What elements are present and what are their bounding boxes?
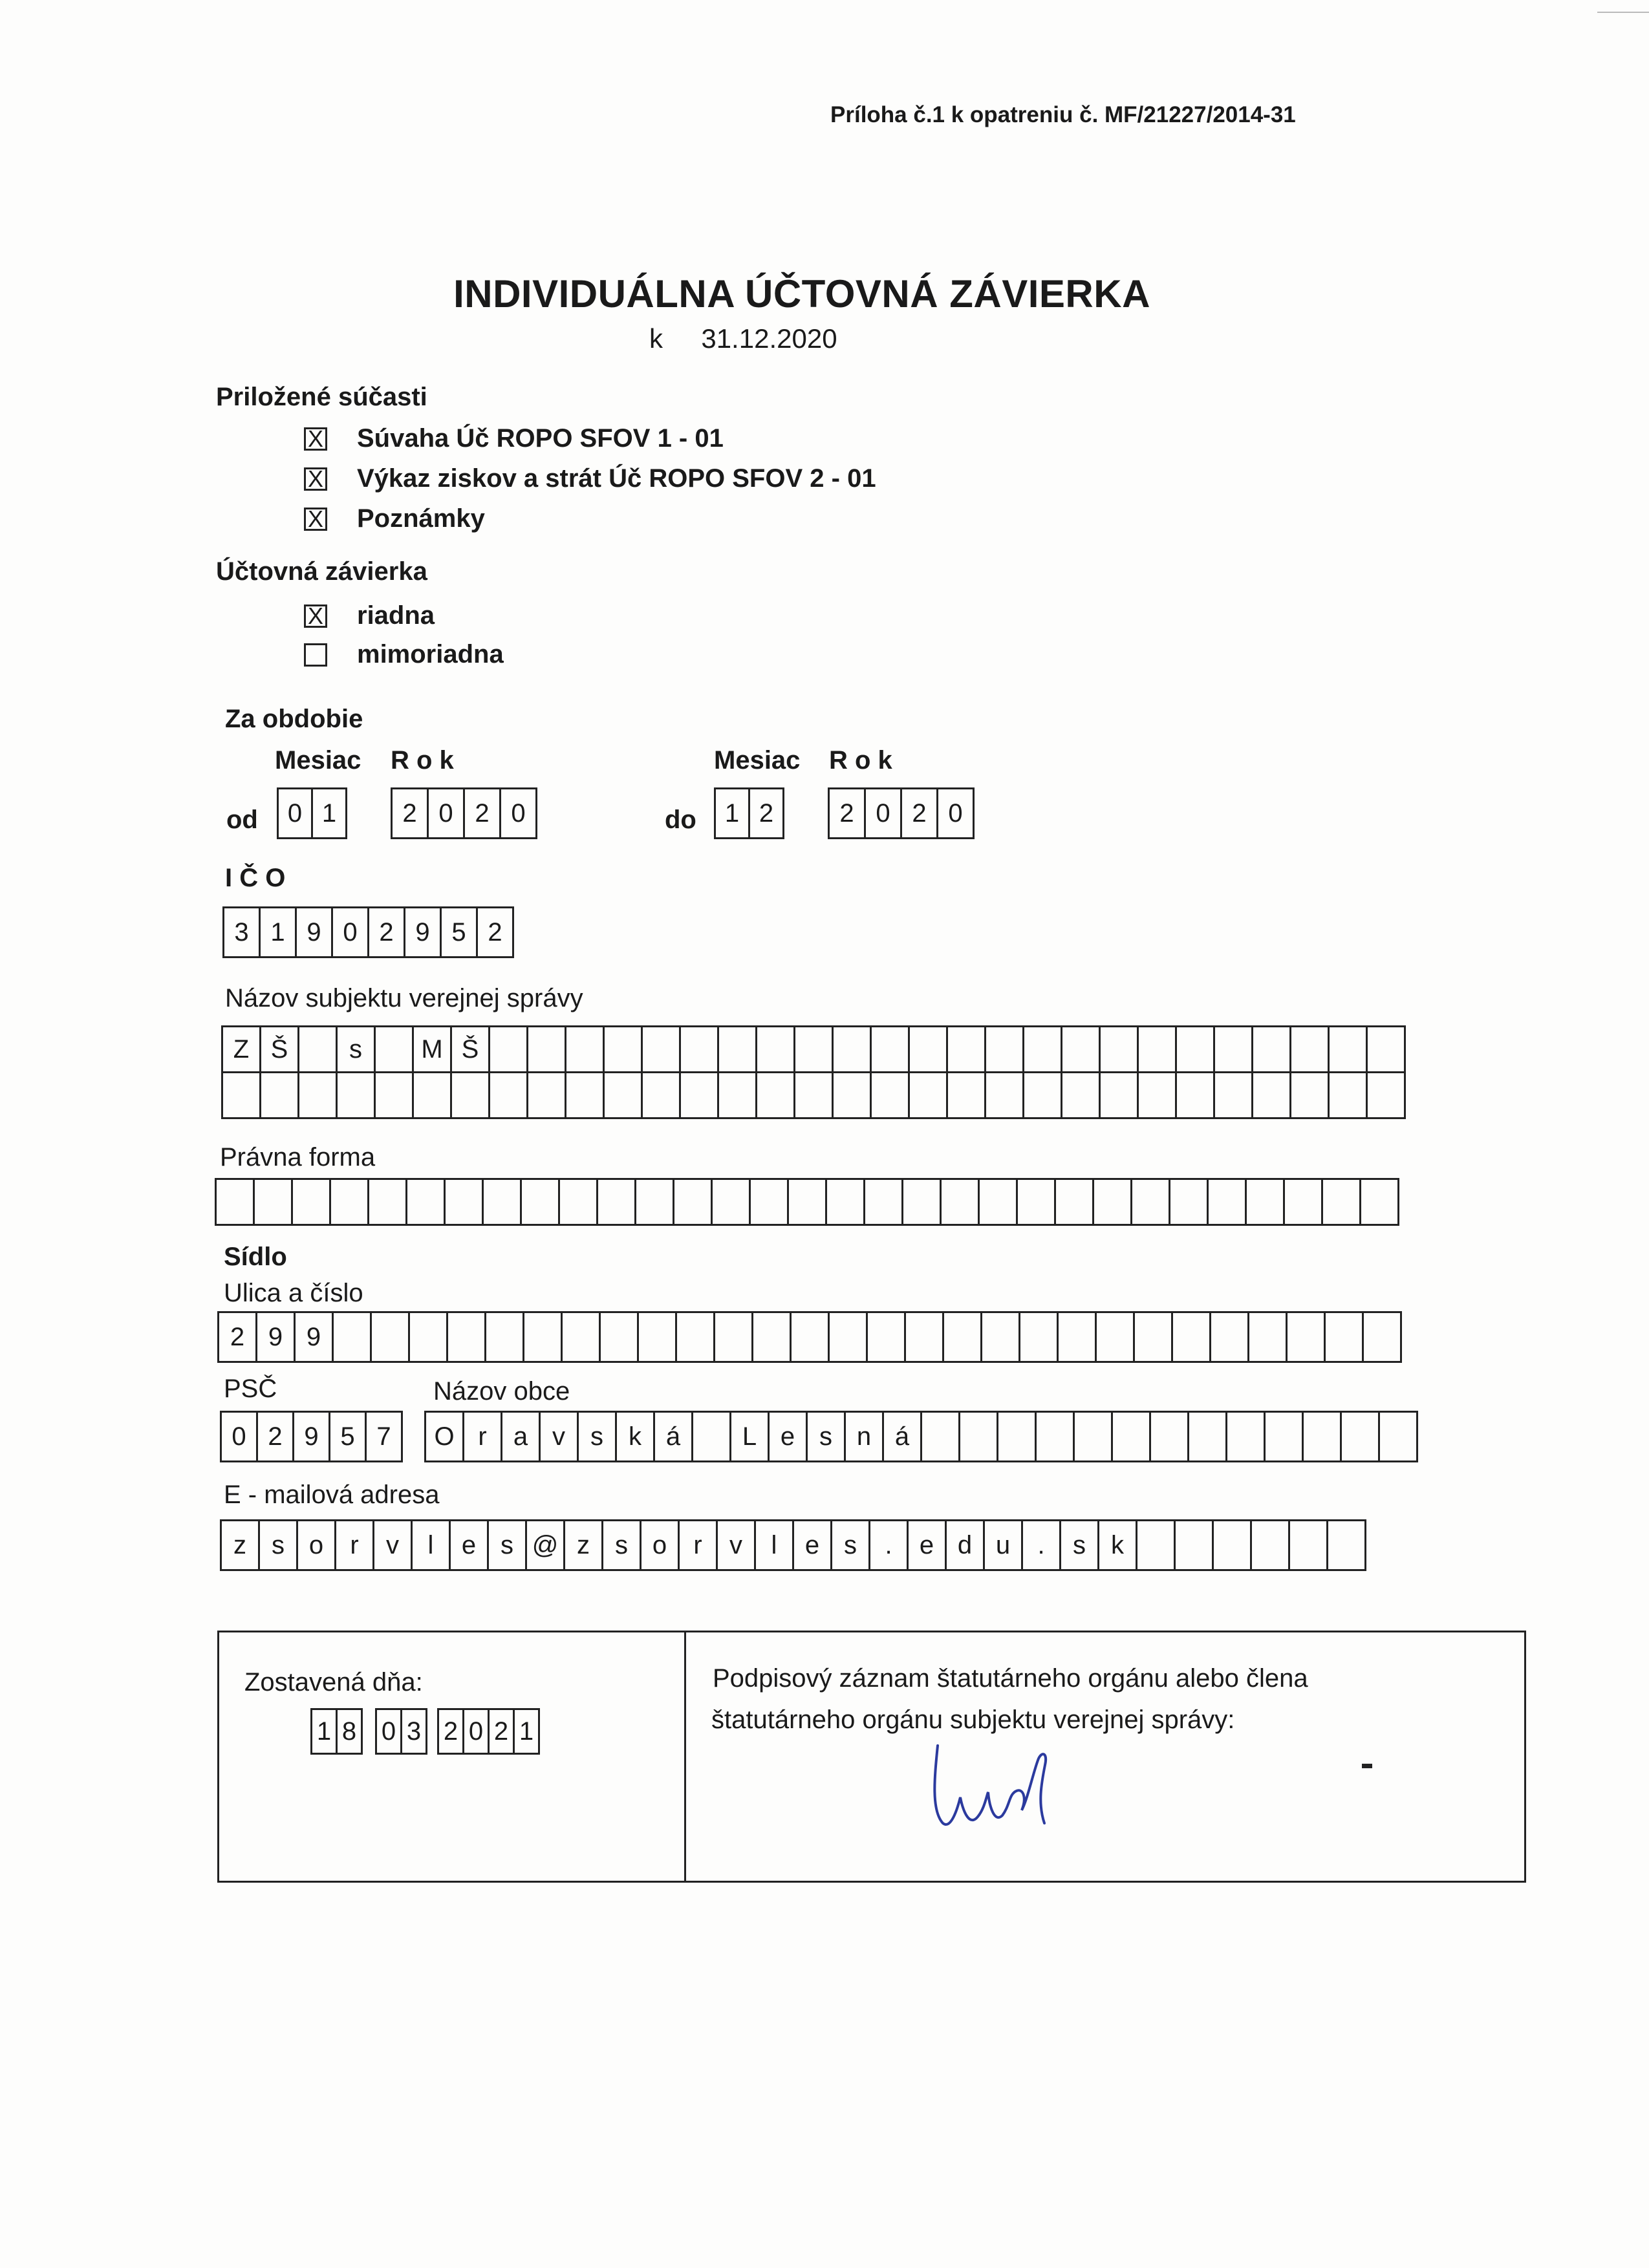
char-cell[interactable]: 2 xyxy=(463,787,501,839)
char-cell[interactable] xyxy=(1175,1071,1215,1119)
char-cell[interactable] xyxy=(1213,1071,1253,1119)
checked-checkbox[interactable]: X xyxy=(304,508,327,531)
char-cell[interactable]: z xyxy=(563,1519,603,1571)
char-cell[interactable] xyxy=(561,1311,601,1363)
char-cell[interactable] xyxy=(1209,1311,1249,1363)
char-cell[interactable]: 9 xyxy=(292,1411,330,1462)
char-cell[interactable] xyxy=(482,1178,522,1226)
char-cell[interactable]: 0 xyxy=(427,787,465,839)
closing-date-prefix: k xyxy=(649,323,663,354)
char-cell[interactable]: 0 xyxy=(936,787,975,839)
char-cell[interactable] xyxy=(1366,1071,1406,1119)
checkbox-label: Poznámky xyxy=(357,504,485,533)
char-cell[interactable] xyxy=(259,1071,299,1119)
char-cell[interactable] xyxy=(1171,1311,1211,1363)
char-cell[interactable] xyxy=(1169,1178,1209,1226)
closing-type-label: Účtovná závierka xyxy=(216,557,427,586)
email-cells[interactable] xyxy=(220,1519,1366,1571)
char-cell[interactable] xyxy=(488,1025,528,1073)
char-cell[interactable] xyxy=(908,1025,948,1073)
char-cell[interactable] xyxy=(1061,1025,1101,1073)
checkbox-label: mimoriadna xyxy=(357,640,504,669)
char-cell[interactable] xyxy=(870,1025,910,1073)
char-cell[interactable]: 0 xyxy=(375,1708,402,1755)
char-cell[interactable] xyxy=(978,1178,1018,1226)
to-year-label: R o k xyxy=(829,746,892,775)
signature-divider xyxy=(684,1631,686,1883)
char-cell[interactable] xyxy=(711,1178,751,1226)
char-cell[interactable]: 2 xyxy=(256,1411,294,1462)
char-cell[interactable] xyxy=(679,1071,719,1119)
char-cell[interactable] xyxy=(253,1178,293,1226)
char-cell[interactable]: . xyxy=(1021,1519,1061,1571)
char-cell[interactable]: @ xyxy=(525,1519,565,1571)
ink-dot xyxy=(1362,1764,1372,1768)
char-cell[interactable] xyxy=(793,1071,834,1119)
char-cell[interactable] xyxy=(863,1178,903,1226)
char-cell[interactable]: e xyxy=(792,1519,832,1571)
signature-label-line-2: štatutárneho orgánu subjektu verejnej správy: xyxy=(711,1706,1235,1734)
char-cell[interactable]: u xyxy=(983,1519,1023,1571)
char-cell[interactable] xyxy=(1264,1411,1304,1462)
char-cell[interactable] xyxy=(1289,1025,1330,1073)
char-cell[interactable]: 1 xyxy=(714,787,750,839)
char-cell[interactable] xyxy=(749,1178,789,1226)
char-cell[interactable]: 0 xyxy=(864,787,902,839)
char-cell[interactable]: Š xyxy=(450,1025,490,1073)
char-cell[interactable] xyxy=(637,1311,677,1363)
char-cell[interactable] xyxy=(1366,1025,1406,1073)
char-cell[interactable] xyxy=(446,1311,486,1363)
char-cell[interactable]: O xyxy=(424,1411,464,1462)
char-cell[interactable] xyxy=(984,1071,1024,1119)
entity-name-row-2[interactable] xyxy=(221,1071,1406,1119)
attachments-label: Priložené súčasti xyxy=(216,383,427,411)
char-cell[interactable] xyxy=(603,1071,643,1119)
checkbox-row[interactable] xyxy=(304,424,724,453)
char-cell[interactable] xyxy=(980,1311,1020,1363)
to-year-cells[interactable] xyxy=(828,787,975,839)
char-cell[interactable] xyxy=(526,1025,566,1073)
to-month-label: Mesiac xyxy=(714,746,801,775)
char-cell[interactable] xyxy=(336,1071,376,1119)
char-cell[interactable] xyxy=(329,1178,369,1226)
ico-cells[interactable] xyxy=(222,906,514,958)
char-cell[interactable]: 3 xyxy=(222,906,261,958)
char-cell[interactable]: r xyxy=(334,1519,374,1571)
from-year-cells[interactable] xyxy=(391,787,537,839)
char-cell[interactable] xyxy=(221,1071,261,1119)
char-cell[interactable]: v xyxy=(716,1519,756,1571)
char-cell[interactable]: 2 xyxy=(476,906,514,958)
checked-checkbox[interactable]: X xyxy=(304,427,327,451)
char-cell[interactable] xyxy=(444,1178,484,1226)
char-cell[interactable] xyxy=(866,1311,906,1363)
unchecked-checkbox[interactable] xyxy=(304,643,327,667)
to-label: do xyxy=(665,806,696,834)
checked-checkbox[interactable]: X xyxy=(304,604,327,628)
checkbox-label: riadna xyxy=(357,601,435,630)
char-cell[interactable] xyxy=(1035,1411,1075,1462)
char-cell[interactable]: Š xyxy=(259,1025,299,1073)
to-month-cells[interactable] xyxy=(714,787,784,839)
char-cell[interactable]: . xyxy=(868,1519,909,1571)
from-year-label: R o k xyxy=(391,746,454,775)
char-cell[interactable]: 2 xyxy=(900,787,938,839)
char-cell[interactable] xyxy=(1061,1071,1101,1119)
closing-date-value: 31.12.2020 xyxy=(701,323,837,354)
char-cell[interactable]: r xyxy=(678,1519,718,1571)
char-cell[interactable] xyxy=(1099,1025,1139,1073)
char-cell[interactable] xyxy=(1174,1519,1214,1571)
street-cells[interactable] xyxy=(217,1311,1402,1363)
char-cell[interactable] xyxy=(675,1311,715,1363)
char-cell[interactable]: s xyxy=(336,1025,376,1073)
char-cell[interactable] xyxy=(1092,1178,1132,1226)
char-cell[interactable] xyxy=(565,1025,605,1073)
char-cell[interactable] xyxy=(1022,1071,1062,1119)
handwritten-signature xyxy=(925,1733,1093,1843)
char-cell[interactable] xyxy=(920,1411,960,1462)
char-cell[interactable]: s xyxy=(577,1411,617,1462)
char-cell[interactable] xyxy=(691,1411,731,1462)
char-cell[interactable] xyxy=(596,1178,636,1226)
char-cell[interactable] xyxy=(1359,1178,1399,1226)
char-cell[interactable] xyxy=(1286,1311,1326,1363)
char-cell[interactable]: k xyxy=(615,1411,655,1462)
char-cell[interactable] xyxy=(1302,1411,1342,1462)
street-label: Ulica a číslo xyxy=(224,1279,363,1307)
char-cell[interactable] xyxy=(1022,1025,1062,1073)
char-cell[interactable] xyxy=(1149,1411,1189,1462)
char-cell[interactable]: z xyxy=(220,1519,260,1571)
entity-name-label: Názov subjektu verejnej správy xyxy=(225,984,583,1012)
from-month-cells[interactable] xyxy=(277,787,347,839)
legal-form-label: Právna forma xyxy=(220,1143,376,1171)
psc-label: PSČ xyxy=(224,1375,277,1403)
char-cell[interactable]: 0 xyxy=(499,787,537,839)
char-cell[interactable] xyxy=(565,1071,605,1119)
char-cell[interactable] xyxy=(1328,1071,1368,1119)
char-cell[interactable] xyxy=(1018,1311,1059,1363)
char-cell[interactable] xyxy=(215,1178,255,1226)
char-cell[interactable] xyxy=(717,1071,757,1119)
char-cell[interactable]: 3 xyxy=(400,1708,427,1755)
char-cell[interactable] xyxy=(1137,1025,1177,1073)
char-cell[interactable] xyxy=(374,1071,414,1119)
char-cell[interactable] xyxy=(1289,1071,1330,1119)
char-cell[interactable] xyxy=(526,1071,566,1119)
char-cell[interactable]: s xyxy=(487,1519,527,1571)
char-cell[interactable] xyxy=(1136,1519,1176,1571)
char-cell[interactable]: L xyxy=(729,1411,770,1462)
char-cell[interactable] xyxy=(488,1071,528,1119)
period-label: Za obdobie xyxy=(225,705,363,733)
char-cell[interactable]: 0 xyxy=(277,787,313,839)
char-cell[interactable]: o xyxy=(640,1519,680,1571)
char-cell[interactable] xyxy=(787,1178,827,1226)
char-cell[interactable] xyxy=(832,1071,872,1119)
compiled-day-cells[interactable] xyxy=(310,1708,363,1755)
char-cell[interactable] xyxy=(450,1071,490,1119)
char-cell[interactable] xyxy=(523,1311,563,1363)
ico-label: I Č O xyxy=(225,864,286,892)
entity-name-row-1[interactable] xyxy=(221,1025,1406,1073)
char-cell[interactable] xyxy=(793,1025,834,1073)
char-cell[interactable]: 2 xyxy=(217,1311,257,1363)
char-cell[interactable] xyxy=(297,1025,338,1073)
closing-date xyxy=(649,323,837,354)
char-cell[interactable] xyxy=(984,1025,1024,1073)
signature-label-line-1: Podpisový záznam štatutárneho orgánu alebo člena xyxy=(713,1664,1308,1693)
char-cell[interactable]: 9 xyxy=(295,906,333,958)
char-cell[interactable] xyxy=(790,1311,830,1363)
char-cell[interactable]: s xyxy=(601,1519,641,1571)
checkbox-row[interactable] xyxy=(304,504,485,533)
char-cell[interactable] xyxy=(1225,1411,1266,1462)
char-cell[interactable]: e xyxy=(449,1519,489,1571)
char-cell[interactable] xyxy=(484,1311,524,1363)
char-cell[interactable] xyxy=(370,1311,410,1363)
char-cell[interactable]: 5 xyxy=(440,906,478,958)
char-cell[interactable]: s xyxy=(830,1519,870,1571)
scan-edge-mark xyxy=(1597,12,1649,13)
char-cell[interactable]: 0 xyxy=(331,906,369,958)
legal-form-cells[interactable] xyxy=(215,1178,1399,1226)
char-cell[interactable] xyxy=(1213,1025,1253,1073)
char-cell[interactable] xyxy=(641,1025,681,1073)
char-cell[interactable]: 0 xyxy=(220,1411,258,1462)
char-cell[interactable]: 2 xyxy=(748,787,784,839)
char-cell[interactable] xyxy=(946,1071,986,1119)
char-cell[interactable] xyxy=(1016,1178,1056,1226)
char-cell[interactable] xyxy=(1137,1071,1177,1119)
char-cell[interactable] xyxy=(673,1178,713,1226)
char-cell[interactable] xyxy=(1111,1411,1151,1462)
psc-cells[interactable] xyxy=(220,1411,403,1462)
city-label: Názov obce xyxy=(433,1377,570,1406)
email-label: E - mailová adresa xyxy=(224,1481,440,1509)
char-cell[interactable] xyxy=(908,1071,948,1119)
char-cell[interactable]: s xyxy=(258,1519,298,1571)
char-cell[interactable]: r xyxy=(462,1411,502,1462)
document-reference: Príloha č.1 k opatreniu č. MF/21227/2014-31 xyxy=(830,102,1296,127)
char-cell[interactable]: 1 xyxy=(311,787,347,839)
char-cell[interactable] xyxy=(942,1311,982,1363)
char-cell[interactable]: Z xyxy=(221,1025,261,1073)
char-cell[interactable] xyxy=(1207,1178,1247,1226)
compiled-year-cells[interactable] xyxy=(437,1708,540,1755)
checkbox-row[interactable] xyxy=(304,601,435,630)
char-cell[interactable] xyxy=(717,1025,757,1073)
char-cell[interactable]: v xyxy=(539,1411,579,1462)
char-cell[interactable] xyxy=(520,1178,560,1226)
checkbox-label: Výkaz ziskov a strát Úč ROPO SFOV 2 - 01 xyxy=(357,464,876,493)
char-cell[interactable] xyxy=(558,1178,598,1226)
char-cell[interactable]: k xyxy=(1097,1519,1137,1571)
char-cell[interactable]: 8 xyxy=(336,1708,363,1755)
char-cell[interactable]: e xyxy=(768,1411,808,1462)
char-cell[interactable] xyxy=(997,1411,1037,1462)
char-cell[interactable] xyxy=(634,1178,674,1226)
char-cell[interactable]: l xyxy=(754,1519,794,1571)
char-cell[interactable] xyxy=(1133,1311,1173,1363)
checkbox-row[interactable] xyxy=(304,640,504,669)
char-cell[interactable]: 2 xyxy=(391,787,429,839)
char-cell[interactable] xyxy=(1340,1411,1380,1462)
char-cell[interactable] xyxy=(367,1178,407,1226)
char-cell[interactable]: 9 xyxy=(294,1311,334,1363)
char-cell[interactable] xyxy=(958,1411,998,1462)
char-cell[interactable] xyxy=(870,1071,910,1119)
char-cell[interactable] xyxy=(297,1071,338,1119)
char-cell[interactable] xyxy=(901,1178,942,1226)
char-cell[interactable] xyxy=(828,1311,868,1363)
checkbox-row[interactable] xyxy=(304,464,876,493)
char-cell[interactable] xyxy=(713,1311,753,1363)
char-cell[interactable]: M xyxy=(412,1025,452,1073)
char-cell[interactable] xyxy=(940,1178,980,1226)
char-cell[interactable] xyxy=(1362,1311,1402,1363)
char-cell[interactable] xyxy=(412,1071,452,1119)
checked-checkbox[interactable]: X xyxy=(304,467,327,491)
char-cell[interactable] xyxy=(1175,1025,1215,1073)
city-cells[interactable] xyxy=(424,1411,1418,1462)
document-title: INDIVIDUÁLNA ÚČTOVNÁ ZÁVIERKA xyxy=(453,272,1150,316)
char-cell[interactable]: 1 xyxy=(513,1708,540,1755)
char-cell[interactable] xyxy=(1054,1178,1094,1226)
char-cell[interactable]: 9 xyxy=(404,906,442,958)
char-cell[interactable] xyxy=(1326,1519,1366,1571)
char-cell[interactable]: l xyxy=(411,1519,451,1571)
char-cell[interactable]: s xyxy=(1059,1519,1099,1571)
char-cell[interactable]: 7 xyxy=(365,1411,403,1462)
char-cell[interactable] xyxy=(1212,1519,1252,1571)
checkbox-label: Súvaha Úč ROPO SFOV 1 - 01 xyxy=(357,424,724,453)
char-cell[interactable]: a xyxy=(501,1411,541,1462)
char-cell[interactable]: o xyxy=(296,1519,336,1571)
char-cell[interactable] xyxy=(1187,1411,1227,1462)
char-cell[interactable]: 1 xyxy=(310,1708,338,1755)
char-cell[interactable] xyxy=(1247,1311,1288,1363)
char-cell[interactable] xyxy=(1324,1311,1364,1363)
char-cell[interactable]: e xyxy=(907,1519,947,1571)
char-cell[interactable] xyxy=(1251,1071,1291,1119)
char-cell[interactable]: 2 xyxy=(367,906,405,958)
char-cell[interactable]: á xyxy=(653,1411,693,1462)
char-cell[interactable] xyxy=(405,1178,446,1226)
char-cell[interactable] xyxy=(946,1025,986,1073)
char-cell[interactable] xyxy=(1251,1025,1291,1073)
char-cell[interactable]: 2 xyxy=(488,1708,515,1755)
char-cell[interactable] xyxy=(1283,1178,1323,1226)
compiled-month-cells[interactable] xyxy=(375,1708,427,1755)
seat-label: Sídlo xyxy=(224,1243,287,1271)
char-cell[interactable] xyxy=(603,1025,643,1073)
char-cell[interactable] xyxy=(832,1025,872,1073)
compiled-label: Zostavená dňa: xyxy=(244,1668,423,1696)
char-cell[interactable] xyxy=(374,1025,414,1073)
char-cell[interactable]: n xyxy=(844,1411,884,1462)
char-cell[interactable]: v xyxy=(372,1519,413,1571)
char-cell[interactable] xyxy=(1321,1178,1361,1226)
char-cell[interactable] xyxy=(641,1071,681,1119)
char-cell[interactable] xyxy=(755,1025,795,1073)
char-cell[interactable] xyxy=(1057,1311,1097,1363)
char-cell[interactable] xyxy=(291,1178,331,1226)
char-cell[interactable] xyxy=(1130,1178,1170,1226)
char-cell[interactable] xyxy=(679,1025,719,1073)
char-cell[interactable] xyxy=(408,1311,448,1363)
char-cell[interactable]: 2 xyxy=(437,1708,464,1755)
char-cell[interactable] xyxy=(755,1071,795,1119)
char-cell[interactable] xyxy=(1245,1178,1285,1226)
char-cell[interactable]: s xyxy=(806,1411,846,1462)
char-cell[interactable] xyxy=(1378,1411,1418,1462)
char-cell[interactable] xyxy=(1073,1411,1113,1462)
char-cell[interactable]: 5 xyxy=(329,1411,367,1462)
char-cell[interactable]: 2 xyxy=(828,787,866,839)
char-cell[interactable]: á xyxy=(882,1411,922,1462)
char-cell[interactable] xyxy=(904,1311,944,1363)
char-cell[interactable] xyxy=(751,1311,792,1363)
char-cell[interactable] xyxy=(332,1311,372,1363)
char-cell[interactable] xyxy=(599,1311,639,1363)
from-label: od xyxy=(226,806,258,834)
char-cell[interactable]: d xyxy=(945,1519,985,1571)
char-cell[interactable]: 0 xyxy=(462,1708,490,1755)
char-cell[interactable] xyxy=(1099,1071,1139,1119)
char-cell[interactable] xyxy=(1250,1519,1290,1571)
from-month-label: Mesiac xyxy=(275,746,361,775)
char-cell[interactable] xyxy=(825,1178,865,1226)
char-cell[interactable] xyxy=(1288,1519,1328,1571)
char-cell[interactable]: 1 xyxy=(259,906,297,958)
char-cell[interactable] xyxy=(1328,1025,1368,1073)
char-cell[interactable] xyxy=(1095,1311,1135,1363)
char-cell[interactable]: 9 xyxy=(255,1311,296,1363)
